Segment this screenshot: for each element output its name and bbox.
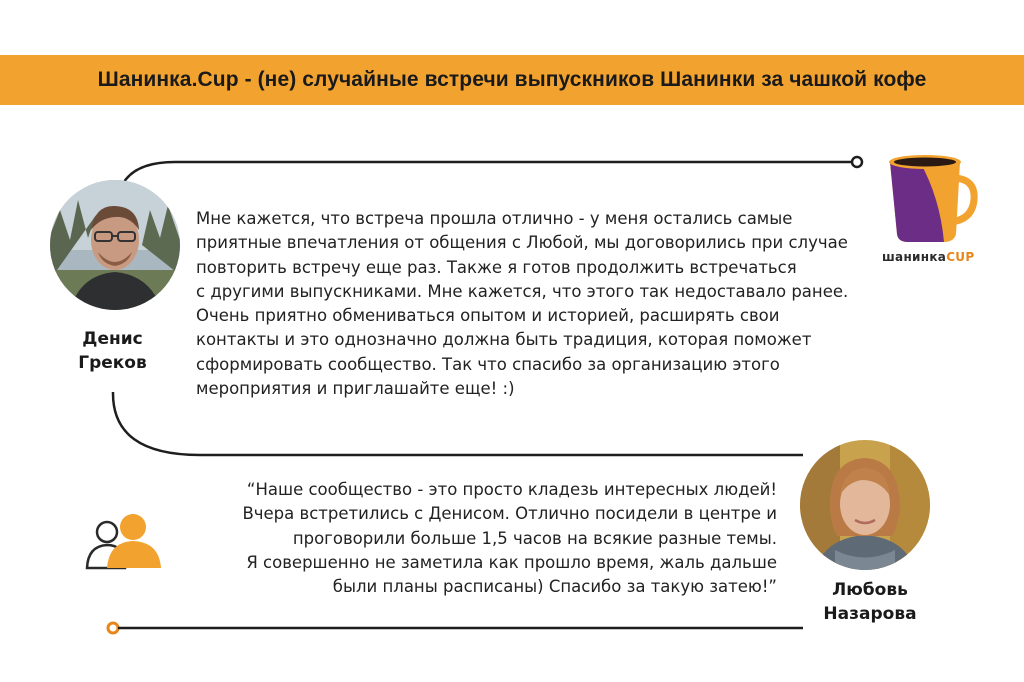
logo-wordmark (882, 250, 974, 264)
logo-wordmark-part2: CUP (946, 250, 975, 264)
testimonial-text-denis: Мне кажется, что встреча прошла отлично - у меня остались самые приятные впечатления от общения с Любой, мы договорились при случае повторить встречу еще раз. Также я готов продолжить встречаться с другими выпускниками. Мне кажется, что этого так недоставало ранее. Очень приятно обмениваться опытом и историей, расширять свои контакты и это однозначно должна быть традиция, которая поможет сформировать сообщество. Так что спасибо за организацию этого мероприятия и приглашайте еще! :) (196, 209, 849, 399)
shaninka-cup-logo (880, 148, 980, 270)
testimonial-text-lubov: “Наше сообщество - это просто кладезь интересных людей! Вчера встретились с Денисом. Отлично посидели в центре и проговорили больше 1,5 часов на всякие разные темы. Я совершенно не заметила как прошло время, жаль дальше были планы расписаны) Спасибо за такую затею!” (242, 480, 777, 597)
cup-icon (880, 148, 980, 248)
person-last-name: Греков (78, 353, 147, 373)
page-title: Шанинка.Cup - (не) случайные встречи выпускников Шанинки за чашкой кофе (97, 68, 927, 91)
person-name-lubov (810, 578, 930, 626)
avatar-denis (50, 180, 180, 310)
person-first-name: Денис (82, 329, 143, 349)
avatar-lubov (800, 440, 930, 570)
person-first-name: Любовь (832, 580, 908, 600)
people-icon (85, 512, 163, 570)
person-name-denis (55, 327, 170, 375)
logo-wordmark-part1: шанинка (882, 250, 947, 264)
person-last-name: Назарова (823, 604, 917, 624)
